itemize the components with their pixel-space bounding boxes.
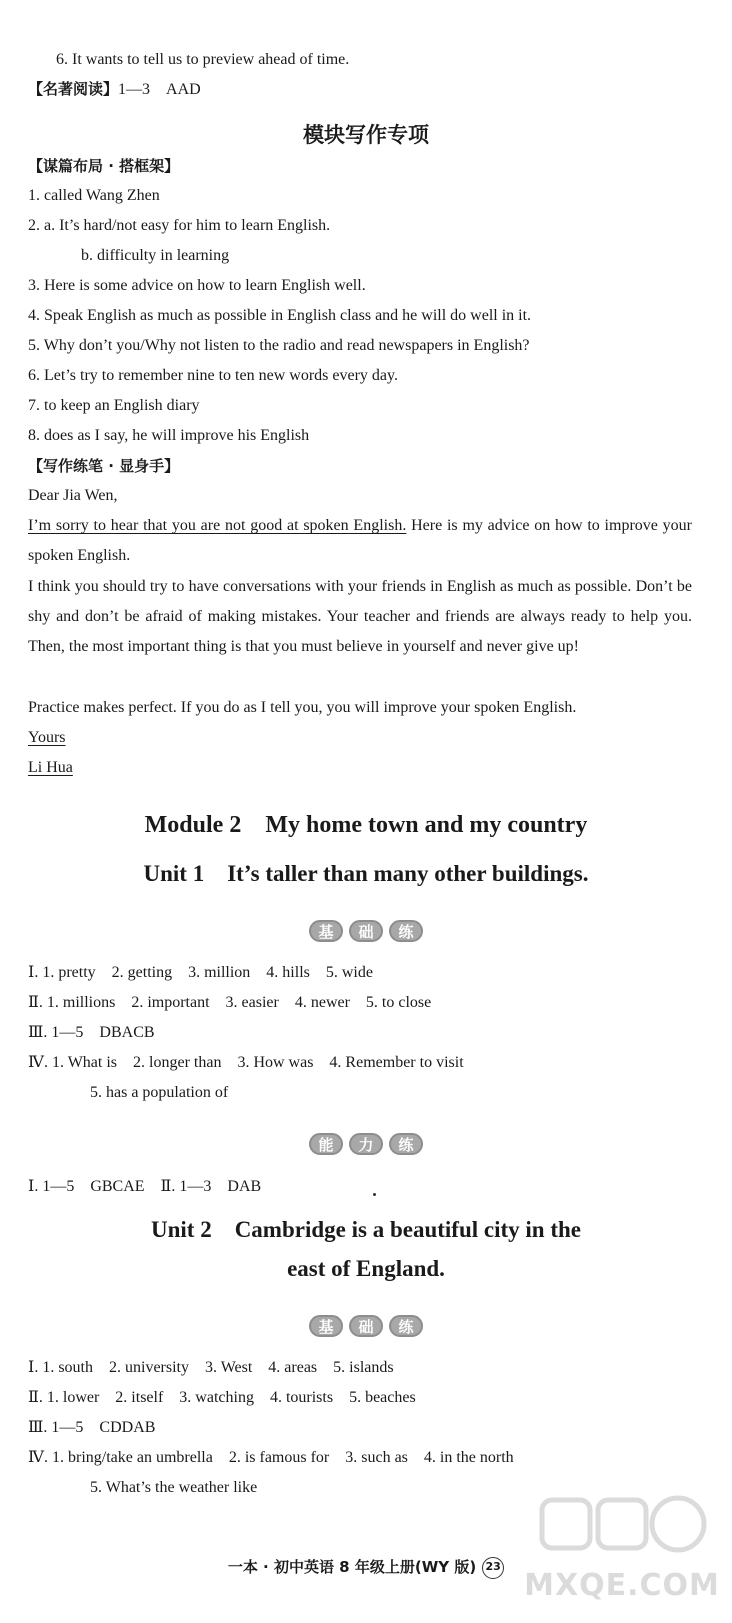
list-item: 3. Here is some advice on how to learn English well.	[28, 277, 366, 294]
badge-char: 础	[349, 920, 383, 942]
list-item: 8. does as I say, he will improve his English	[28, 427, 310, 444]
badge-char: 练	[389, 1315, 423, 1337]
unit2-title-line2: east of England.	[287, 1256, 445, 1281]
unit1-title: Unit 1 It’s taller than many other buildings.	[143, 861, 589, 886]
reading-label: 【名著阅读】	[28, 80, 119, 98]
page-number: 23	[482, 1557, 504, 1579]
letter-paragraph-2: I think you should try to have conversations with your friends in English as much as possible. Don’t be shy and don’t be afraid of making mistakes. Your teacher and friends are always ready to help you. Then, the most important thing is that you must believe in yourself and never give up!	[28, 578, 692, 655]
watermark-logo	[522, 1480, 722, 1610]
list-item: 7. to keep an English diary	[28, 397, 200, 414]
list-item: 1. called Wang Zhen	[28, 187, 160, 204]
answer-line: Ⅱ. 1. lower 2. itself 3. watching 4. tourists 5. beaches	[28, 1389, 416, 1406]
letter-salutation: Dear Jia Wen,	[28, 487, 118, 504]
badge-char: 基	[309, 1315, 343, 1337]
badge-char: 能	[309, 1133, 343, 1155]
module-title: Module 2 My home town and my country	[144, 812, 588, 838]
letter-paragraph-3: Practice makes perfect. If you do as I tell you, you will improve your spoken English.	[28, 699, 577, 716]
watermark-text: MXQE.COM	[524, 1568, 720, 1603]
ability-practice-badge	[0, 1133, 732, 1155]
section-label-writing: 【写作练笔 · 显身手】	[28, 457, 180, 475]
badge-char: 础	[349, 1315, 383, 1337]
letter-paragraph-1-rest: Here is my advice on how to improve your spoken English.	[28, 517, 692, 564]
letter-signature: Li Hua	[28, 759, 73, 776]
unit2-title-line1: Unit 2 Cambridge is a beautiful city in the	[151, 1217, 581, 1242]
answer-line: Ⅰ. 1. south 2. university 3. West 4. areas 5. islands	[28, 1359, 394, 1376]
list-item: 6. Let’s try to remember nine to ten new words every day.	[28, 367, 398, 384]
badge-char: 力	[349, 1133, 383, 1155]
answer-line: Ⅰ. 1. pretty 2. getting 3. million 4. hills 5. wide	[28, 964, 373, 981]
basic-practice-badge	[0, 920, 732, 942]
reading-answer: 1—3 AAD	[118, 81, 201, 98]
badge-char: 练	[389, 920, 423, 942]
badge-char: 练	[389, 1133, 423, 1155]
answer-line: Ⅲ. 1—5 CDDAB	[28, 1419, 156, 1436]
list-item: 4. Speak English as much as possible in English class and he will do well in it.	[28, 307, 532, 324]
basic-practice-badge	[0, 1315, 732, 1337]
answer-line: Ⅰ. 1—5 GBCAE Ⅱ. 1—3 DAB	[28, 1178, 262, 1195]
page-footer	[0, 1556, 732, 1579]
badge-char: 基	[309, 920, 343, 942]
letter-opening-sentence: I’m sorry to hear that you are not good at spoken English.	[28, 517, 407, 534]
answer-line: 5. has a population of	[90, 1084, 229, 1101]
list-item: 5. Why don’t you/Why not listen to the radio and read newspapers in English?	[28, 337, 530, 354]
answer-line: Ⅱ. 1. millions 2. important 3. easier 4. newer 5. to close	[28, 994, 432, 1011]
answer-line: Ⅳ. 1. What is 2. longer than 3. How was 4. Remember to visit	[28, 1054, 464, 1071]
writing-module-title: 模块写作专项	[303, 123, 429, 147]
section-label-structure: 【谋篇布局 · 搭框架】	[28, 157, 180, 175]
list-item: b. difficulty in learning	[81, 247, 230, 264]
letter-paragraph-1	[28, 511, 692, 571]
answer-line: 5. What’s the weather like	[90, 1479, 258, 1496]
reading-answer-line	[28, 79, 201, 100]
footer-text: 一本 · 初中英语 8 年级上册(WY 版)	[227, 1558, 477, 1576]
stray-dot	[373, 1193, 376, 1196]
answer-line: Ⅲ. 1—5 DBACB	[28, 1024, 155, 1041]
answer-line-q6: 6. It wants to tell us to preview ahead of time.	[56, 51, 350, 68]
list-item: 2. a. It’s hard/not easy for him to learn English.	[28, 217, 331, 234]
letter-closing: Yours	[28, 729, 66, 746]
answer-line: Ⅳ. 1. bring/take an umbrella 2. is famous for 3. such as 4. in the north	[28, 1449, 514, 1466]
